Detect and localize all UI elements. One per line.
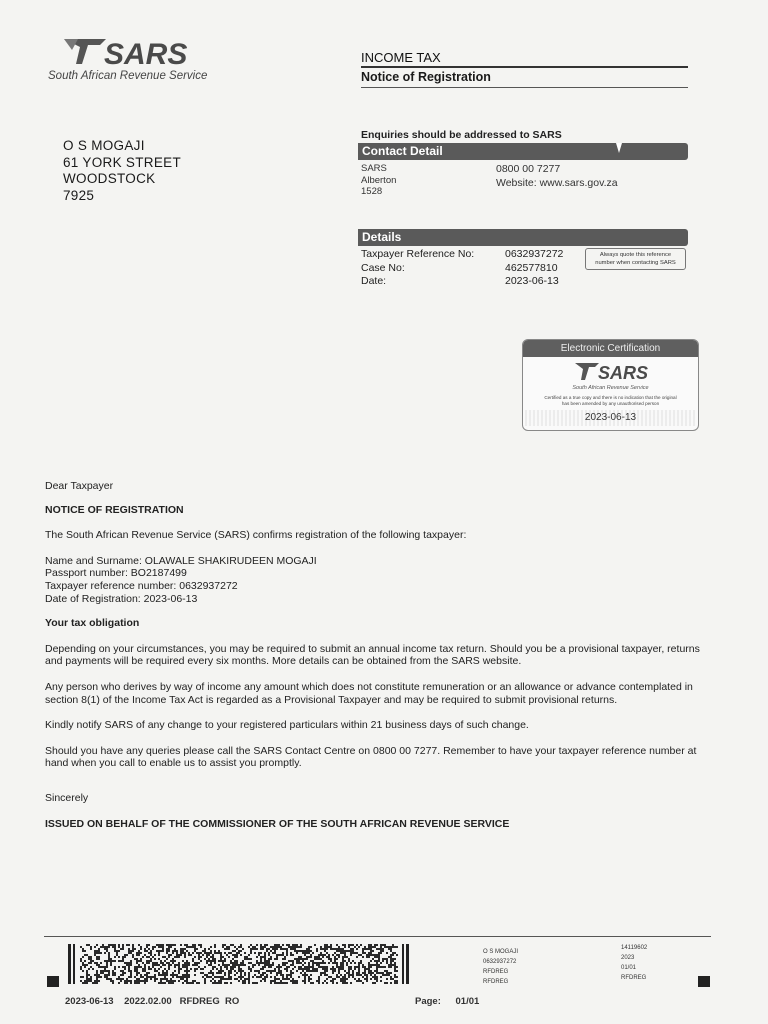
taxpayer-fields [45,555,705,605]
contact-detail-label: Contact Detail [362,144,443,158]
contact-address [361,163,396,198]
logo-org-name: South African Revenue Service [48,70,208,82]
cert-org-name: South African Revenue Service [572,385,649,391]
paragraph: Kindly notify SARS of any change to your registered particulars within 21 business days of such change. [45,719,529,732]
sars-logo [48,36,218,86]
detail-label: Case No: [361,261,405,274]
page-label: Page: [415,996,441,1007]
recipient-address [63,138,181,204]
contact-line: Alberton [361,174,397,186]
quote-reference-note [585,248,686,270]
paragraph: Should you have any queries please call the SARS Contact Centre on 0800 00 7277. Remember to have your taxpayer reference number at hand when you call to enable us to assist you promptly. [45,744,697,770]
cert-note-line: has been amended by any unauthorised person [561,400,660,406]
contact-detail-bar [358,143,688,160]
registration-mark-icon [47,976,59,987]
logo-brand-text: SARS [104,38,188,68]
sars-logo-mark [48,36,218,68]
barcode-image [68,944,410,984]
tax-obligation-heading: Your tax obligation [45,617,140,630]
address-line: O S MOGAJI [63,138,145,153]
footer-reference-line: 2023-06-13 2022.02.00 RFDREG RO [65,996,240,1007]
footer-codes-middle [483,947,518,987]
cert-note [527,395,694,406]
doc-type: INCOME TAX [361,50,688,68]
taxpayer-field: Passport number: BO2187499 [45,567,187,580]
address-line: 61 YORK STREET [63,154,181,170]
footer-code: O S MOGAJI [483,949,519,955]
details-values [505,248,563,289]
taxpayer-reference-value: 0632937272 [505,248,564,260]
details-bar [358,229,688,246]
contact-line: SARS [361,163,387,174]
detail-label: Taxpayer Reference No: [361,248,475,260]
page-number [415,996,479,1007]
footer-code: RFDREG [483,969,509,975]
detail-label: Date: [361,275,387,288]
footer-rule [44,936,711,937]
case-number-value: 462577810 [505,261,558,274]
letter-heading: NOTICE OF REGISTRATION [45,503,184,516]
contact-phone: 0800 00 7277 [496,163,561,175]
enquiries-note: Enquiries should be addressed to SARS [361,129,562,141]
document-header [361,50,688,88]
closing: Sincerely [45,791,89,804]
contact-info [496,163,618,190]
salutation: Dear Taxpayer [45,480,114,492]
page-value: 01/01 [455,996,480,1007]
paragraph: Depending on your circumstances, you may be required to submit an annual income tax return. Should you be a provisional taxpayer, returns and payments will be required every six months. More details can be obtained from the SARS website. [45,642,700,668]
footer-codes-right [621,943,647,983]
footer-code: 2023 [621,955,635,961]
cert-date: 2023-06-13 [584,412,637,423]
contact-website: Website: www.sars.gov.za [496,176,618,189]
cert-sars-logo [571,361,661,383]
footer-code: 01/01 [621,965,637,971]
address-line: 7925 [63,187,95,203]
date-value: 2023-06-13 [505,275,559,288]
footer-code: 14119602 [621,945,648,951]
footer-code: RFDREG [621,975,647,981]
taxpayer-field: Date of Registration: 2023-06-13 [45,592,198,605]
paragraph: Any person who derives by way of income any amount which does not constitute remuneration or an allowance or advance contemplated in section 8(1) of the Income Tax Act is regarded as a Provisional Taxpayer and may be required to submit provisional returns. [45,680,693,706]
details-labels [361,248,474,289]
electronic-certification-stamp [522,339,699,431]
bar-notch-icon [616,143,622,153]
letter-body [45,480,705,830]
details-label: Details [362,230,402,244]
quote-note-line: Always quote this reference [599,252,672,258]
address-line: WOODSTOCK [63,171,156,186]
footer-code: RFDREG [483,979,509,985]
letter-intro: The South African Revenue Service (SARS) confirms registration of the following taxpayer: [45,529,467,542]
footer-code: 0632937272 [483,959,517,965]
issued-on-behalf: ISSUED ON BEHALF OF THE COMMISSIONER OF THE SOUTH AFRICAN REVENUE SERVICE [45,817,510,830]
quote-note-line: number when contacting SARS [595,259,676,266]
taxpayer-field: Taxpayer reference number: 0632937272 [45,579,238,592]
cert-note-line: Certified as a true copy and there is no indication that the original [544,395,677,400]
taxpayer-field: Name and Surname: OLAWALE SHAKIRUDEEN MOGAJI [45,554,317,567]
cert-brand-text: SARS [598,363,649,383]
contact-line: 1528 [361,186,383,197]
certification-heading: Electronic Certification [523,340,698,357]
doc-title: Notice of Registration [361,70,688,88]
registration-mark-icon [698,976,710,987]
